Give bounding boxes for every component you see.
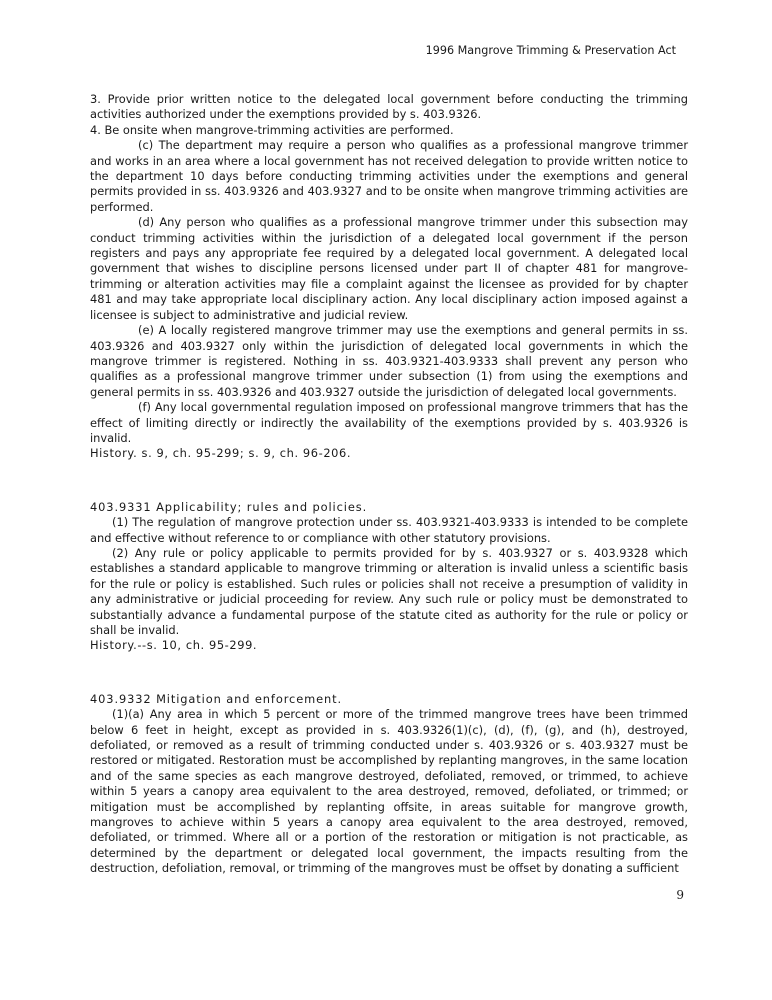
section-9331-history: History.--s. 10, ch. 95-299.: [90, 638, 258, 653]
section-gap: [90, 462, 688, 500]
section-gap: [90, 654, 688, 692]
section-9332-paragraph-1a: (1)(a) Any area in which 5 percent or more of the trimmed mangrove trees have been trimmed below 6 feet in height, except as provided in s. 403.9326(1)(c), (d), (f), (g), and (h), destroyed, defoliated, or removed as a result of trimming conducted under s. 403.9326 or s. 403.9327 must be restored or mitigated. Restoration must be accomplished by replanting mangroves, in the same location and of the same species as each mangrove destroyed, defoliated, removed, or trimmed, to achieve within 5 years a canopy area equivalent to the area destroyed, removed, defoliated, or trimmed; or mitigation must be accomplished by replanting offsite, in areas suitable for mangrove growth, mangroves to achieve within 5 years a canopy area equivalent to the area destroyed, removed, defoliated, or trimmed. Where all or a portion of the restoration or mitigation is not practicable, as determined by the department or delegated local government, the impacts resulting from the destruction, defoliation, removal, or trimming of the mangroves must be offset by donating a sufficient: [90, 707, 688, 876]
paragraph-d: (d) Any person who qualifies as a professional mangrove trimmer under this subsection may conduct trimming activities within the jurisdiction of a delegated local government if the person registers and pays any appropriate fee required by a delegated local government. A delegated local government that wishes to discipline persons licensed under part II of chapter 481 for mangrove-trimming or alteration activities may file a complaint against the licensee as provided for by chapter 481 and may take appropriate local disciplinary action. Any local disciplinary action imposed against a licensee is subject to administrative and judicial review.: [90, 215, 688, 322]
paragraph-c: (c) The department may require a person who qualifies as a professional mangrove trimmer and works in an area where a local government has not received delegation to provide written notice to the department 10 days before conducting trimming activities under the exemptions and general permits provided in ss. 403.9326 and 403.9327 and to be onsite when mangrove trimming activities are performed.: [90, 138, 688, 214]
paragraph-f: (f) Any local governmental regulation imposed on professional mangrove trimmers that has the effect of limiting directly or indirectly the availability of the exemptions provided by s. 403.9326 is invalid.: [90, 400, 688, 445]
item-4: 4. Be onsite when mangrove-trimming activities are performed.: [90, 122, 454, 137]
section-heading-9331: 403.9331 Applicability; rules and policies.: [90, 499, 368, 514]
paragraph-e: (e) A locally registered mangrove trimmer may use the exemptions and general permits in ss. 403.9326 and 403.9327 only within the jurisdiction of delegated local governments in which the mangrove trimmer is registered. Nothing in ss. 403.9321-403.9333 shall prevent any person who qualifies as a professional mangrove trimmer under subsection (1) from using the exemptions and general permits in ss. 403.9326 and 403.9327 outside the jurisdiction of delegated local governments.: [90, 323, 688, 399]
running-header: 1996 Mangrove Trimming & Preservation Act: [425, 44, 676, 57]
history-note: History. s. 9, ch. 95-299; s. 9, ch. 96-206.: [90, 446, 352, 461]
page-number: 9: [676, 888, 684, 902]
item-3: 3. Provide prior written notice to the delegated local government before conducting the trimming activities authorized under the exemptions provided by s. 403.9326.: [90, 92, 688, 122]
section-heading-9332: 403.9332 Mitigation and enforcement.: [90, 691, 343, 706]
page-body: [90, 92, 688, 877]
section-9331-paragraph-2: (2) Any rule or policy applicable to permits provided for by s. 403.9327 or s. 403.9328 which establishes a standard applicable to mangrove trimming or alteration is invalid unless a scientific basis for the rule or policy is established. Such rules or policies shall not receive a presumption of validity in any administrative or judicial proceeding for review. Any such rule or policy must be demonstrated to substantially advance a fundamental purpose of the statute cited as authority for the rule or policy or shall be invalid.: [90, 545, 688, 637]
section-9331-paragraph-1: (1) The regulation of mangrove protection under ss. 403.9321-403.9333 is intended to be complete and effective without reference to or compliance with other statutory provisions.: [90, 515, 688, 545]
